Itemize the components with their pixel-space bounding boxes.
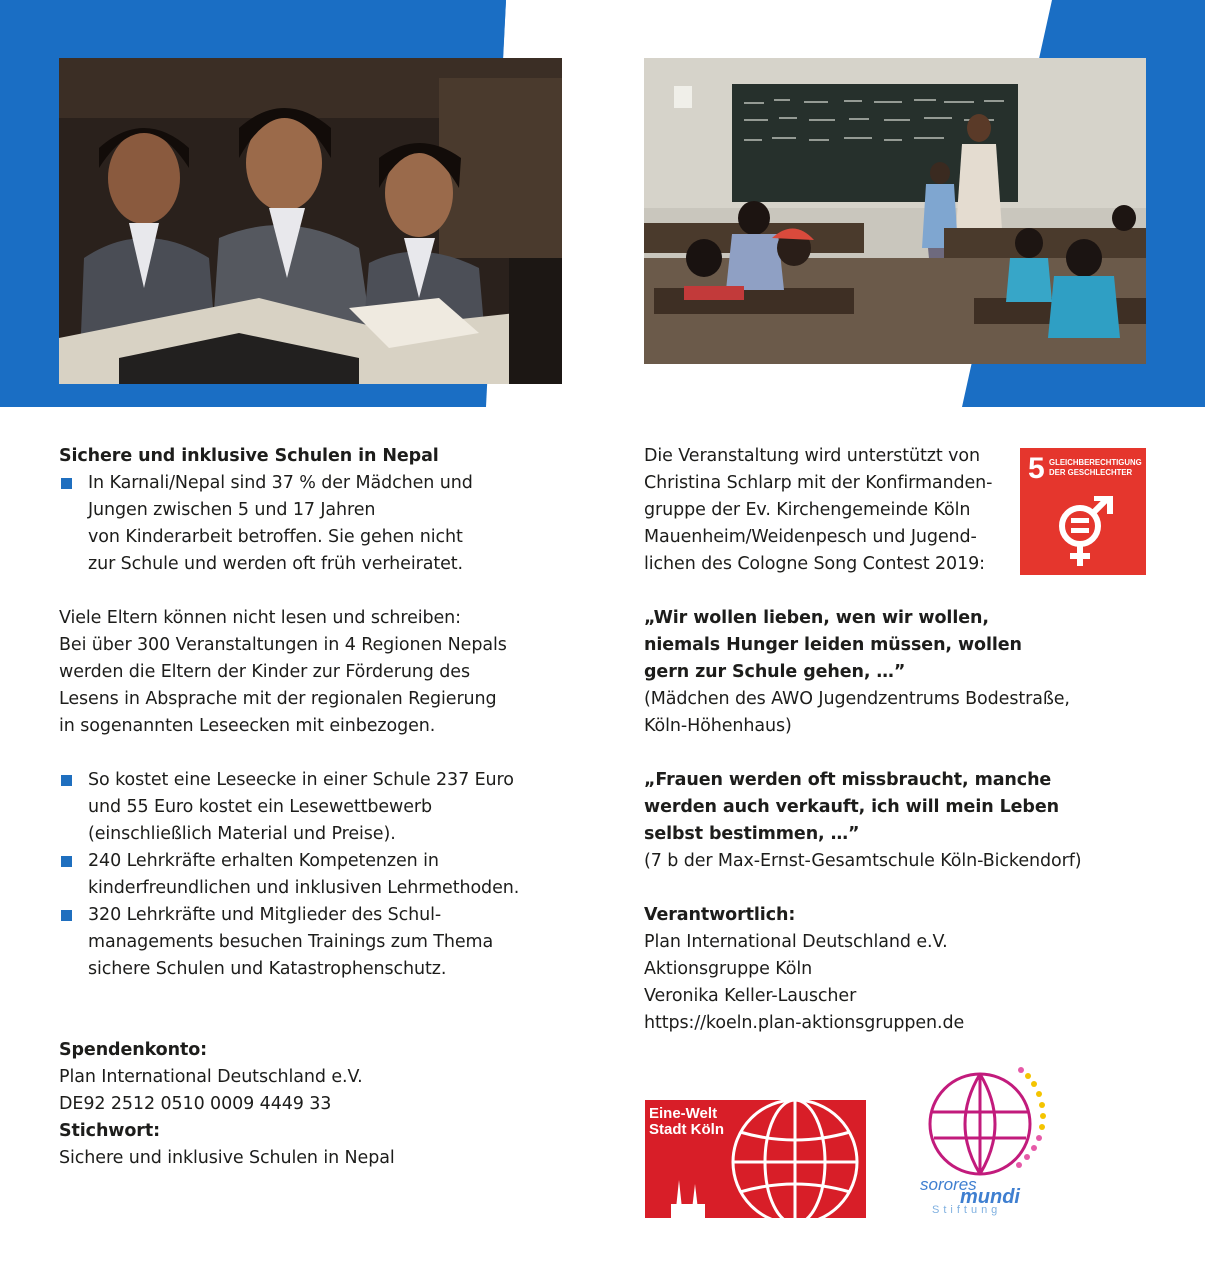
- photo-schoolgirls: [59, 58, 562, 384]
- quote-1: „Wir wollen lieben, wen wir wollen, niemals Hunger leiden müssen, wollen gern zur Schule gehen, …”: [644, 608, 1022, 682]
- einewelt-stadt-koeln-logo: [645, 1100, 866, 1218]
- sorores-text: sorores: [920, 1175, 977, 1194]
- sdg-label: GLEICHBERECHTIGUNG DER GESCHLECHTER: [1049, 458, 1142, 477]
- bullet-item: 240 Lehrkräfte erhalten Kompetenzen in kinderfreundlichen und inklusiven Lehrmethoden.: [59, 848, 579, 902]
- spendenkonto-heading: Spendenkonto:: [59, 1040, 208, 1060]
- gender-equality-icon: [1050, 496, 1116, 568]
- sorores-mundi-logo: [920, 1064, 1050, 1224]
- verantwortlich-heading: Verantwortlich:: [644, 905, 796, 925]
- stichwort-heading: Stichwort:: [59, 1121, 160, 1141]
- bullet-item: In Karnali/Nepal sind 37 % der Mädchen und Jungen zwischen 5 und 17 Jahren von Kinderarbeit betroffen. Sie gehen nicht zur Schule und werden oft früh verheiratet.: [59, 470, 579, 578]
- intro-paragraph: Die Veranstaltung wird unterstützt von Christina Schlarp mit der Konfirmanden- gruppe der Ev. Kirchengemeinde Köln Mauenheim/Weidenpesch und Jugend- lichen des Cologne Song Contest 2019:: [644, 446, 993, 574]
- stiftung-text: Stiftung: [932, 1204, 1002, 1216]
- left-column: [59, 443, 579, 1172]
- verantwortlich-person[interactable]: Veronika Keller-Lauscher: [644, 986, 857, 1006]
- bullet-item: 320 Lehrkräfte und Mitglieder des Schul- managements besuchen Trainings zum Thema sichere Schulen und Katastrophenschutz.: [59, 902, 579, 983]
- spendenkonto-iban: DE92 2512 0510 0009 4449 33: [59, 1094, 332, 1114]
- verantwortlich-url[interactable]: https://koeln.plan-aktionsgruppen.de: [644, 1013, 965, 1033]
- mundi-text: mundi: [960, 1186, 1020, 1208]
- verantwortlich-org: Plan International Deutschland e.V.: [644, 932, 948, 952]
- quote-1-source: (Mädchen des AWO Jugendzentrums Bodestraße, Köln-Höhenhaus): [644, 689, 1070, 736]
- einewelt-text: Eine-Welt Stadt Köln: [649, 1105, 724, 1138]
- sdg5-badge: [1020, 448, 1146, 575]
- verantwortlich-group: Aktionsgruppe Köln: [644, 959, 813, 979]
- photo-classroom: [644, 58, 1146, 364]
- bullet-item: So kostet eine Leseecke in einer Schule 237 Euro und 55 Euro kostet ein Lesewettbewerb (einschließlich Material und Preise).: [59, 767, 579, 848]
- paragraph-eltern: Viele Eltern können nicht lesen und schreiben: Bei über 300 Veranstaltungen in 4 Regionen Nepals werden die Eltern der Kinder zur Förderung des Lesens in Absprache mit der regionalen Regierung in sogenannten Leseecken mit einbezogen.: [59, 608, 507, 736]
- quote-2: „Frauen werden oft missbraucht, manche werden auch verkauft, ich will mein Leben selbst bestimmen, …”: [644, 770, 1059, 844]
- quote-2-source: (7 b der Max-Ernst-Gesamtschule Köln-Bickendorf): [644, 851, 1082, 871]
- sdg-number: 5: [1028, 452, 1045, 485]
- spendenkonto-name: Plan International Deutschland e.V.: [59, 1067, 363, 1087]
- stichwort-text: Sichere und inklusive Schulen in Nepal: [59, 1148, 395, 1168]
- section-heading: Sichere und inklusive Schulen in Nepal: [59, 446, 439, 466]
